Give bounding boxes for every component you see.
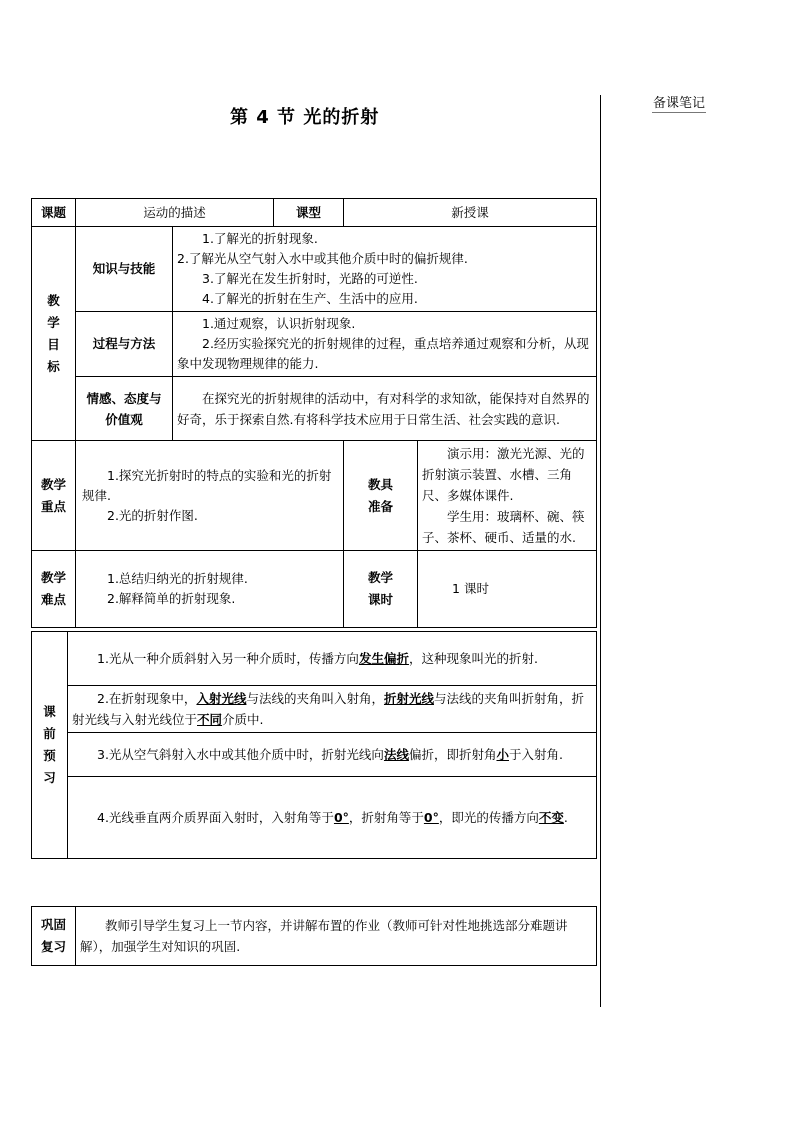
margin-divider [600,95,601,1007]
key-points-items: 1.探究光折射时的特点的实验和光的折射规律. 2.光的折射作图. [76,441,344,551]
answer-blank: 不变 [538,810,564,825]
answer-blank: 不同 [197,712,223,727]
goals-label: 教 学 目 标 [32,227,76,441]
answer-blank: 入射光线 [196,691,247,706]
side-note-label: 备课笔记 [653,96,706,111]
answer-blank: 小 [496,747,509,762]
answer-blank: 0° [423,810,439,825]
preview-question-4: 4.光线垂直两介质界面入射时，入射角等于0°，折射角等于0°，即光的传播方向不变. [68,777,597,859]
class-hours-value: 1 课时 [418,551,597,628]
attitude-text: 在探究光的折射规律的活动中，有对科学的求知欲，能保持对自然界的好奇，乐于探索自然.有将科学技术应用于日常生活、社会实践的意识. [173,377,597,441]
difficulties-label: 教学 难点 [32,551,76,628]
kexing-label: 课型 [274,199,344,227]
answer-blank: 0° [333,810,349,825]
preview-question-1: 1.光从一种介质斜射入另一种介质时，传播方向发生偏折，这种现象叫光的折射. [68,632,597,686]
preview-question-2: 2.在折射现象中，入射光线与法线的夹角叫入射角，折射光线与法线的夹角叫折射角，折射光线与入射光线位于不同介质中. [68,686,597,733]
answer-blank: 发生偏折 [358,651,409,666]
knowledge-label: 知识与技能 [76,227,173,312]
process-label: 过程与方法 [76,312,173,377]
tools-items: 演示用：激光光源、光的折射演示装置、水槽、三角尺、多媒体课件. 学生用：玻璃杯、碗、筷子、茶杯、硬币、适量的水. [418,441,597,551]
attitude-label: 情感、态度与 价值观 [76,377,173,441]
preview-label: 课 前 预 习 [32,632,68,859]
difficulties-items: 1.总结归纳光的折射规律. 2.解释简单的折射现象. [76,551,344,628]
keti-value: 运动的描述 [76,199,274,227]
kexing-value: 新授课 [344,199,597,227]
knowledge-items: 1.了解光的折射现象. 2.了解光从空气射入水中或其他介质中时的偏折规律. 3.了解光在发生折射时，光路的可逆性. 4.了解光的折射在生产、生活中的应用. [173,227,597,312]
preview-question-3: 3.光从空气斜射入水中或其他介质中时，折射光线向法线偏折，即折射角小于入射角. [68,733,597,777]
preview-table [31,631,597,859]
page-title: 第 4 节 光的折射 [230,107,380,128]
lesson-info-table [31,198,597,628]
answer-blank: 法线 [383,747,409,762]
review-text: 教师引导学生复习上一节内容，并讲解布置的作业（教师可针对性地挑选部分难题讲解），加强学生对知识的巩固. [76,907,597,966]
key-points-label: 教学 重点 [32,441,76,551]
review-table [31,906,597,966]
class-hours-label: 教学 课时 [344,551,418,628]
process-items: 1.通过观察，认识折射现象. 2.经历实验探究光的折射规律的过程，重点培养通过观察和分析，从现象中发现物理规律的能力. [173,312,597,377]
keti-label: 课题 [32,199,76,227]
tools-label: 教具 准备 [344,441,418,551]
review-label: 巩固 复习 [32,907,76,966]
answer-blank: 折射光线 [383,691,434,706]
